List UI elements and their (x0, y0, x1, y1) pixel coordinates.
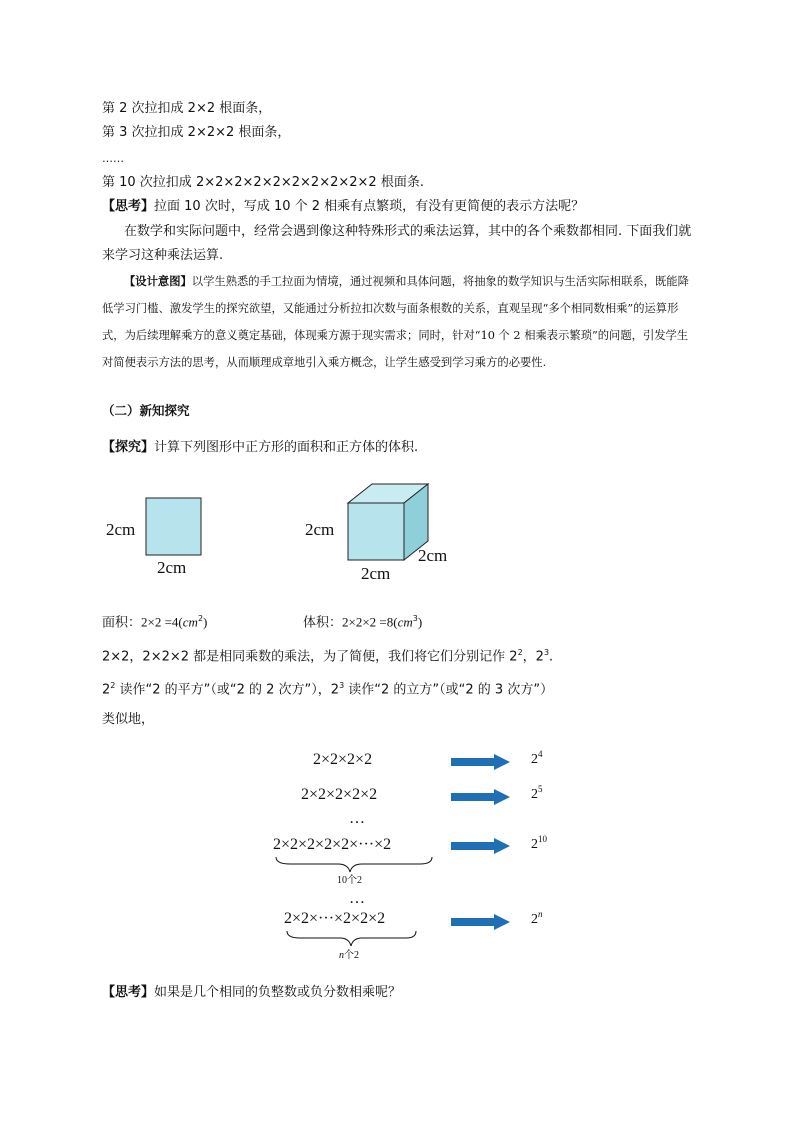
square-bottom-label: 2cm (157, 558, 187, 577)
dots-1: … (349, 810, 365, 827)
section-heading: （二）新知探究 (102, 403, 190, 418)
cube-bottom-label: 2cm (361, 564, 391, 583)
explore-tag: 【探究】 (102, 440, 155, 455)
think-text-2: 如果是几个相同的负整数或负分数相乘呢？ (154, 985, 402, 1000)
notation-line-1: 2×2，2×2×2 都是相同乘数的乘法，为了简便，我们将它们分别记作 $2^2$，$2^3$. (102, 648, 554, 665)
cube-right-label: 2cm (418, 546, 448, 565)
power-expr-2: 2×2×2×2×2 (301, 786, 378, 803)
area-result: 面积：$2\times 2 =4(cm^2)$ (102, 614, 208, 631)
brace-n (287, 931, 416, 946)
power-result-3: $2^{10}$ (531, 834, 547, 852)
brace-label-n: n个2 (339, 950, 359, 961)
think-tag: 【思考】 (102, 199, 155, 214)
cube-front-face (348, 503, 404, 560)
cube-left-label: 2cm (305, 520, 335, 539)
power-expr-3: 2×2×2×2×2×···×2 (273, 836, 392, 853)
think-question-2 (102, 983, 401, 1003)
power-expr-4: 2×2×···×2×2×2 (284, 910, 386, 927)
intro-line-1: 在数学和实际问题中，经常会遇到像这种特殊形式的乘法运算，其中的各个乘数都相同. 下面我们就 (124, 224, 692, 239)
brace-label-10: 10个2 (337, 875, 362, 886)
dots-2: … (349, 890, 365, 907)
power-result-1: $2^4$ (531, 749, 543, 767)
arrow-4 (451, 914, 510, 930)
arrow-2 (451, 789, 510, 805)
square-left-label: 2cm (106, 520, 136, 539)
arrow-3 (451, 838, 510, 854)
text-line-2: 第 3 次拉扣成 2×2×2 根面条， (102, 125, 291, 140)
think-text: 拉面 10 次时，写成 10 个 2 相乘有点繁琐，有没有更简便的表示方法呢？ (154, 199, 585, 214)
design-tag: 【设计意图】 (124, 275, 192, 288)
power-result-4: 2$^n$ (531, 909, 543, 927)
power-result-2: $2^5$ (531, 784, 543, 802)
think-tag-2: 【思考】 (102, 985, 155, 1000)
text-ellipsis: …… (102, 152, 124, 165)
powers-arrows (0, 740, 794, 970)
explore-text: 计算下列图形中正方形的面积和正方体的体积. (154, 440, 419, 455)
similarly-text: 类似地， (102, 712, 155, 727)
notation-line-2: $2^2$ 读作“2 的平方”（或“2 的 2 次方”），$2^3$ 读作“2 的立方”（或“2 的 3 次方”） (102, 681, 554, 698)
power-expr-1: 2×2×2×2 (313, 751, 373, 768)
design-text: 以学生熟悉的手工拉面为情境，通过视频和具体问题，将抽象的数学知识与生活实际相联系，既能降低学习门槛、激发学生的探究欲望，又能通过分析拉扣次数与面条根数的关系，直观呈现“多个相同数相乘”的运算形式，为后续理解乘方的意义奠定基础，体现乘方源于现实需求；同时，针对“10 个 2 相乘表示繁琐”的问题，引发学生对简便表示方法的思考，从而顺理成章地引入乘方概念，让学生感受到学习乘方的必要性. (102, 275, 689, 369)
text-line-4: 第 10 次拉扣成 2×2×2×2×2×2×2×2×2×2 根面条. (102, 175, 424, 190)
volume-result: 体积：$2\times 2\times 2 =8(cm^3)$ (303, 614, 423, 631)
square-shape (146, 498, 201, 555)
arrow-1 (451, 754, 510, 770)
brace-10 (276, 857, 432, 872)
text-line-1: 第 2 次拉扣成 2×2 根面条， (102, 101, 272, 116)
intro-line-2: 来学习这种乘法运算. (102, 248, 224, 263)
